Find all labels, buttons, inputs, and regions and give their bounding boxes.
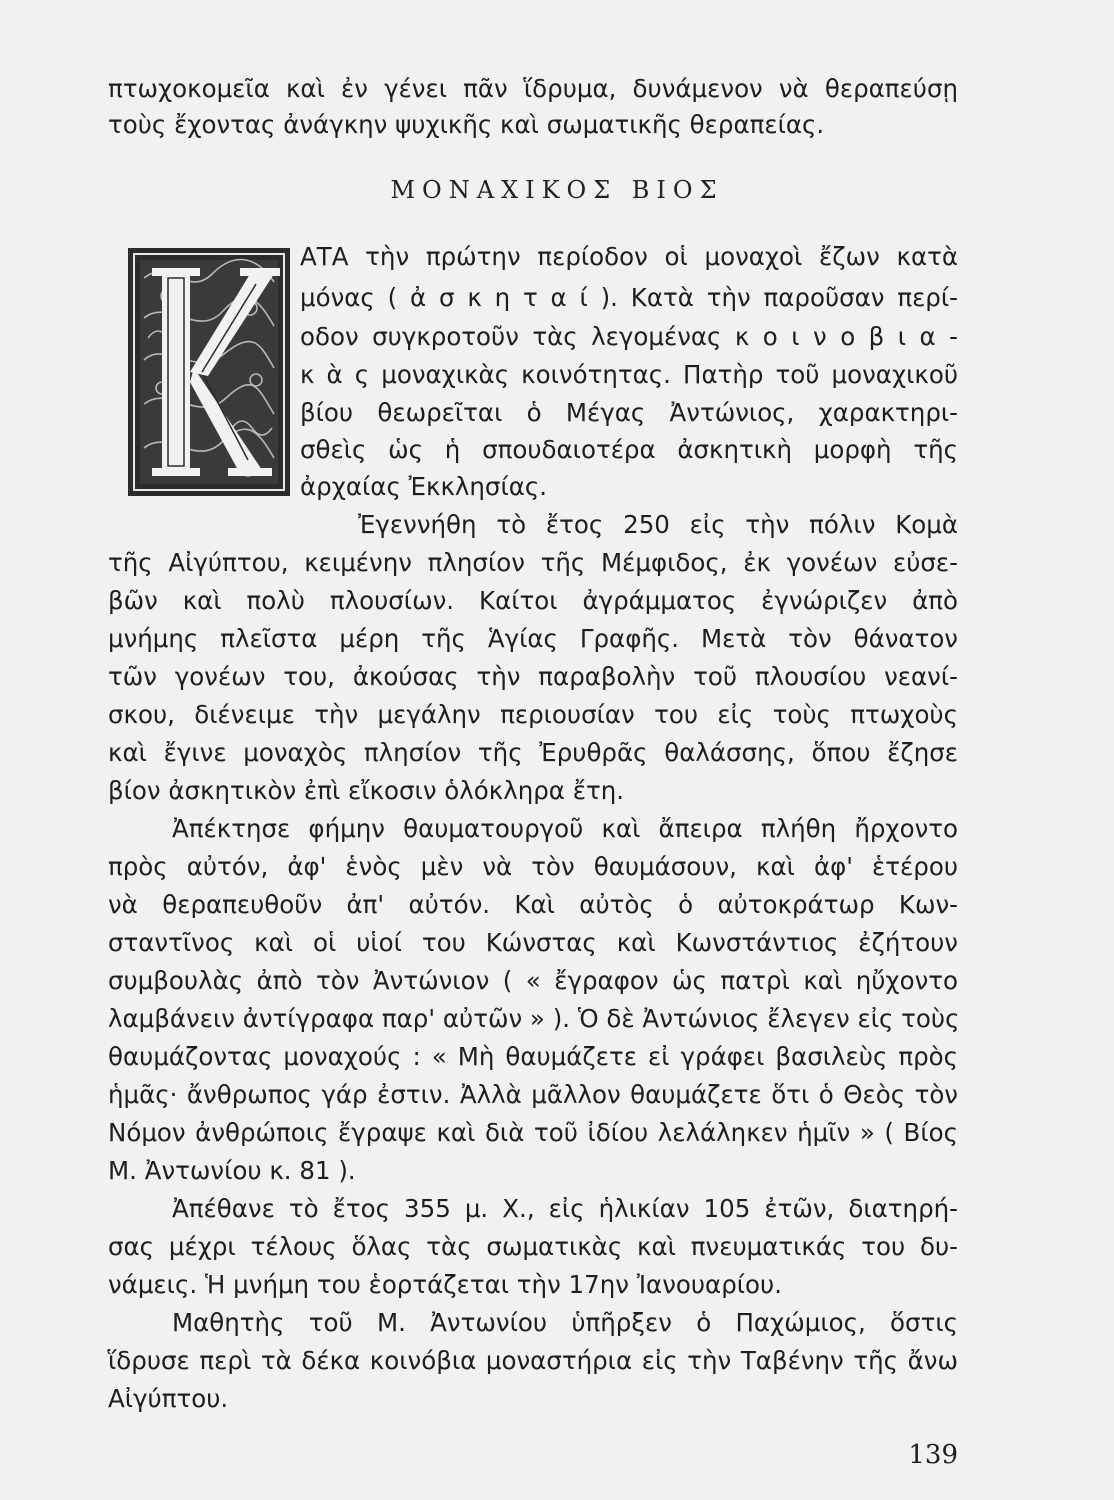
- text-line: τῶν γονέων του, ἀκούσας τὴν παραβολὴν τοῦ πλουσίου νεανί-: [108, 662, 958, 691]
- text-line: Ἐγεννήθη τὸ ἔτος 250 εἰς τὴν πόλιν Κομὰ: [358, 510, 958, 539]
- text-line: σταντῖνος καὶ οἱ υἱοί του Κώνστας καὶ Κωνστάντιος ἐζήτουν: [108, 928, 958, 957]
- text-line: Αἰγύπτου.: [108, 1384, 229, 1413]
- text-line: Ἀπέθανε τὸ ἔτος 355 μ. Χ., εἰς ἡλικίαν 105 ἐτῶν, διατηρή-: [172, 1194, 958, 1223]
- text-line: ἡμᾶς· ἄνθρωπος γάρ ἐστιν. Ἀλλὰ μᾶλλον θαυμάζετε ὅτι ὁ Θεὸς τὸν: [108, 1080, 958, 1109]
- text-line: Ἀπέκτησε φήμην θαυματουργοῦ καὶ ἄπειρα πλήθη ἤρχοντο: [172, 814, 958, 843]
- text-line: μόνας ( ἀ σ κ η τ α ί ). Κατὰ τὴν παροῦσαν περί-: [300, 283, 958, 312]
- text-line: Νόμον ἀνθρώποις ἔγραψε καὶ διὰ τοῦ ἰδίου λελάληκεν ἡμῖν » ( Βίος: [108, 1118, 958, 1147]
- text-line: ἀρχαίας Ἐκκλησίας.: [300, 472, 548, 501]
- text-line: ἵδρυσε περὶ τὰ δέκα κοινόβια μοναστήρια εἰς τὴν Ταβένην τῆς ἄνω: [108, 1346, 958, 1375]
- text-line: σθεὶς ὡς ἡ σπουδαιοτέρα ἀσκητικὴ μορφὴ τῆς: [300, 435, 958, 464]
- text-line: σκου, διένειμε τὴν μεγάλην περιουσίαν του εἰς τοὺς πτωχοὺς: [108, 700, 958, 729]
- text-line: καὶ ἔγινε μοναχὸς πλησίον τῆς Ἐρυθρᾶς θαλάσσης, ὅπου ἔζησε: [108, 738, 958, 767]
- text-line: τῆς Αἰγύπτου, κειμένην πλησίον τῆς Μέμφιδος, ἐκ γονέων εὐσε-: [108, 548, 958, 577]
- text-line: οδον συγκροτοῦν τὰς λεγομένας κ ο ι ν ο β ι α -: [300, 322, 958, 351]
- text-line: νὰ θεραπευθοῦν ἀπ' αὐτόν. Καὶ αὐτὸς ὁ αὐτοκράτωρ Κων-: [108, 890, 958, 919]
- text-line: ΑΤΑ τὴν πρώτην περίοδον οἱ μοναχοὶ ἔζων κατὰ: [300, 242, 958, 271]
- text-line: βῶν καὶ πολὺ πλουσίων. Καίτοι ἀγράμματος ἐγνώριζεν ἀπὸ: [108, 586, 958, 615]
- text-line: σας μέχρι τέλους ὅλας τὰς σωματικὰς καὶ πνευματικάς του δυ-: [108, 1232, 958, 1261]
- text-line: τοὺς ἔχοντας ἀνάγκην ψυχικῆς καὶ σωματικῆς θεραπείας.: [108, 110, 825, 139]
- text-line: Μ. Ἀντωνίου κ. 81 ).: [108, 1156, 356, 1185]
- text-line: βίου θεωρεῖται ὁ Μέγας Ἀντώνιος, χαρακτηρι-: [300, 398, 958, 427]
- section-heading: ΜΟΝΑΧΙΚΟΣ ΒΙΟΣ: [390, 176, 724, 204]
- page-number: 139: [908, 1440, 958, 1470]
- text-line: συμβουλὰς ἀπὸ τὸν Ἀντώνιον ( « ἔγραφον ὡς πατρὶ καὶ ηὔχοντο: [108, 966, 958, 995]
- text-line: πρὸς αὐτόν, ἀφ' ἑνὸς μὲν νὰ τὸν θαυμάσουν, καὶ ἀφ' ἑτέρου: [108, 852, 958, 881]
- text-line: νάμεις. Ἡ μνήμη του ἑορτάζεται τὴν 17ην Ἰανουαρίου.: [108, 1270, 782, 1299]
- text-line: πτωχοκομεῖα καὶ ἐν γένει πᾶν ἵδρυμα, δυνάμενον νὰ θεραπεύσῃ: [108, 74, 958, 103]
- text-line: λαμβάνειν ἀντίγραφα παρ' αὐτῶν » ). Ὁ δὲ Ἀντώνιος ἔλεγεν εἰς τοὺς: [108, 1004, 960, 1033]
- text-line: Μαθητὴς τοῦ Μ. Ἀντωνίου ὑπῆρξεν ὁ Παχώμιος, ὅστις: [172, 1308, 958, 1337]
- text-line: θαυμάζοντας μοναχούς : « Μὴ θαυμάζετε εἰ γράφει βασιλεὺς πρὸς: [108, 1042, 958, 1071]
- ornamental-drop-cap-k: [128, 248, 290, 496]
- text-line: κ ὰ ς μοναχικὰς κοινότητας. Πατὴρ τοῦ μοναχικοῦ: [300, 360, 958, 389]
- text-line: μνήμης πλεῖστα μέρη τῆς Ἁγίας Γραφῆς. Μετὰ τὸν θάνατον: [108, 624, 958, 653]
- text-line: βίον ἀσκητικὸν ἐπὶ εἴκοσιν ὁλόκληρα ἔτη.: [108, 776, 625, 805]
